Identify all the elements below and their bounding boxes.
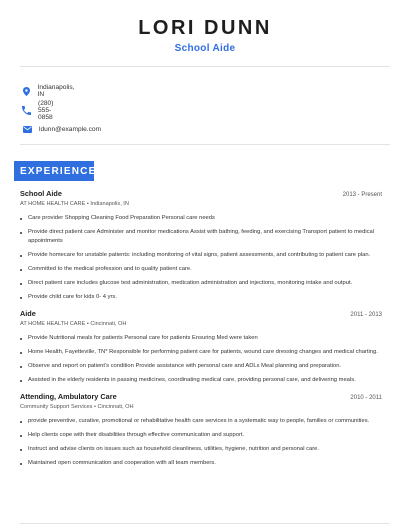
phone-icon [22, 105, 31, 115]
job-title: Attending, Ambulatory Care [20, 392, 117, 401]
candidate-name: LORI DUNN [138, 17, 272, 39]
location-pin-icon [22, 86, 30, 96]
experience-list [20, 189, 382, 468]
job-bullet: Provide direct patient care Administer and monitor medications Assist with bathing, feeding, and exercising Transport patient to medical appointments [20, 228, 382, 246]
job-bullet: Maintained open communication and cooperation with all team members. [20, 459, 382, 468]
job-bullet: Assisted in the elderly residents in passing medicines, coordinating medical care, providing personal care, and delivering meals. [20, 376, 382, 385]
job-bullet: Instruct and advise clients on issues such as household cleanliness, utilities, hygiene, nutrition and personal care. [20, 445, 382, 454]
job-company: AT HOME HEALTH CARE • Indianapolis, IN [20, 201, 129, 207]
job-bullet: Committed to the medical profession and to quality patient care. [20, 265, 382, 274]
job-company: Community Support Services • Cincinnati, OH [20, 404, 134, 410]
job-bullets [20, 417, 382, 468]
job-entry [20, 309, 382, 385]
job-bullet: Direct patient care includes glucose test administration, medication administration and injections, monitoring intake and output. [20, 279, 382, 288]
job-bullet: Provide Nutritional meals for patients Personal care for patients Ensuring Med were taken [20, 334, 382, 343]
email-icon [22, 124, 32, 134]
location-text: Indianapolis, IN [37, 84, 75, 98]
job-company: AT HOME HEALTH CARE • Cincinnati, OH [20, 321, 127, 327]
job-entry [20, 189, 382, 302]
job-bullet: Provide homecare for unstable patients: including monitoring of vital signs, patient assessments, and contributing to patient care plan. [20, 251, 382, 260]
job-entry [20, 392, 382, 468]
contact-location [22, 82, 76, 100]
resume-header [0, 0, 410, 54]
job-bullets [20, 214, 382, 302]
job-bullet: Home Health, Fayetteville, TN* Responsible for performing patient care for patients, wound care dressing changes and medical charting. [20, 348, 382, 357]
job-bullet: provide preventive, curative, promotional or rehabilitative health care services in a systematic way to people, families or communities. [20, 417, 382, 426]
email-text: ldunn@example.com [39, 125, 102, 133]
divider [20, 66, 390, 67]
job-bullet: Care provider Shopping Cleaning Food Preparation Personal care needs [20, 214, 382, 223]
job-bullet: Provide child care for kids 0- 4 yrs. [20, 293, 382, 302]
phone-text: (280) 555-0858 [38, 99, 54, 121]
job-title: Aide [20, 309, 36, 318]
contact-phone [22, 101, 54, 119]
job-bullets [20, 334, 382, 385]
candidate-role: School Aide [174, 43, 236, 54]
job-title: School Aide [20, 189, 62, 198]
section-heading-experience: EXPERIENCE [14, 161, 94, 181]
divider [20, 144, 390, 145]
job-dates: 2010 - 2011 [350, 395, 382, 401]
job-dates: 2011 - 2013 [350, 312, 382, 318]
job-bullet: Help clients cope with their disabilities through effective communication and support. [20, 431, 382, 440]
contact-email [22, 120, 101, 138]
divider [20, 523, 390, 524]
job-bullet: Observe and report on patient's condition Provide assistance with personal care and ADLs Meal planning and preparation. [20, 362, 382, 371]
job-dates: 2013 - Present [342, 192, 382, 198]
